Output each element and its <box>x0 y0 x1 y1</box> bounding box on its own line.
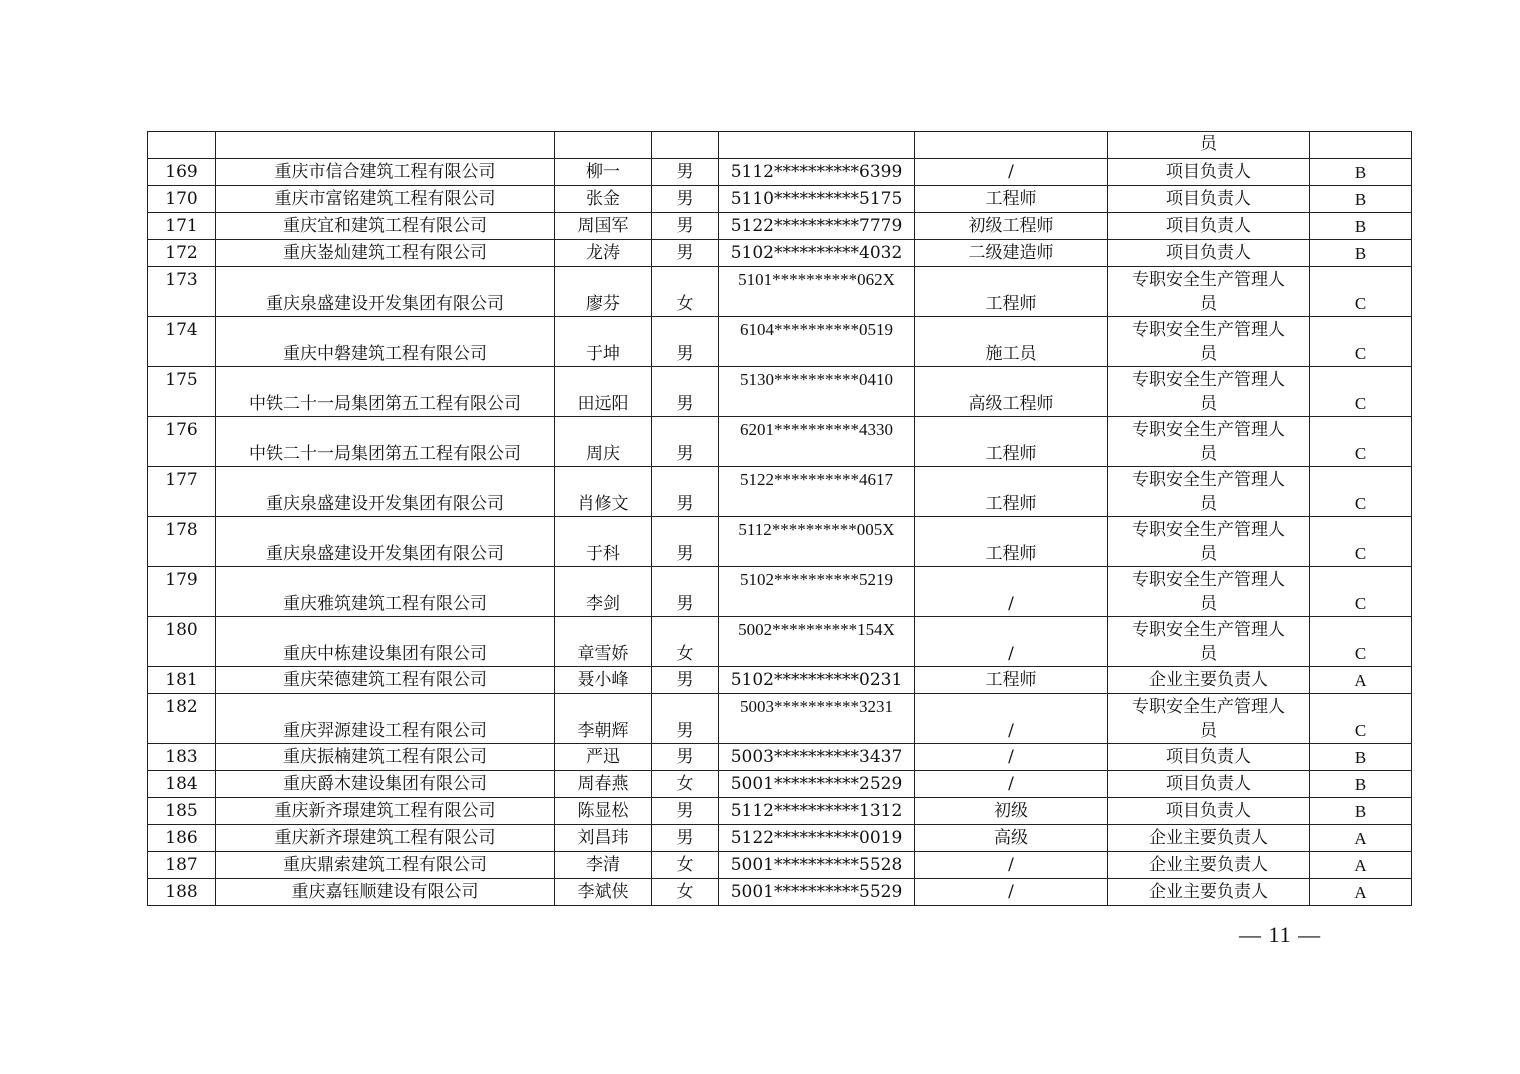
company-name: 重庆振楠建筑工程有限公司 <box>216 744 555 771</box>
person-name: 李剑 <box>555 567 652 617</box>
assessment-grade: B <box>1310 798 1412 825</box>
row-number: 171 <box>148 213 216 240</box>
position-line: 专职安全生产管理人 <box>1132 419 1285 440</box>
id-number: 6104**********0519 <box>719 317 915 367</box>
id-number: 5003**********3437 <box>719 744 915 771</box>
assessment-grade: C <box>1310 417 1412 467</box>
id-number: 5001**********5529 <box>719 879 915 906</box>
position-line: 专职安全生产管理人 <box>1132 319 1285 340</box>
position-line: 项目负责人 <box>1166 747 1251 767</box>
id-number: 5112**********6399 <box>719 159 915 186</box>
gender: 男 <box>652 744 719 771</box>
page-number: — 11 — <box>1239 922 1322 947</box>
person-name: 刘昌玮 <box>555 825 652 852</box>
gender: 男 <box>652 517 719 567</box>
cell-empty <box>652 132 719 159</box>
position-line-2: 员 <box>1200 443 1217 464</box>
gender: 男 <box>652 213 719 240</box>
person-name: 肖修文 <box>555 467 652 517</box>
person-name: 周春燕 <box>555 771 652 798</box>
professional-title: 二级建造师 <box>915 240 1108 267</box>
position-line: 专职安全生产管理人 <box>1132 519 1285 540</box>
position <box>1108 852 1310 879</box>
gender: 男 <box>652 367 719 417</box>
company-name: 重庆泉盛建设开发集团有限公司 <box>216 467 555 517</box>
row-number: 176 <box>148 417 216 467</box>
company-name: 重庆爵木建设集团有限公司 <box>216 771 555 798</box>
gender: 女 <box>652 771 719 798</box>
position <box>1108 517 1310 567</box>
row-number: 182 <box>148 694 216 744</box>
table-row <box>148 852 1412 879</box>
gender: 男 <box>652 417 719 467</box>
roster-table-container <box>147 131 1411 906</box>
id-number: 5112**********1312 <box>719 798 915 825</box>
position <box>1108 240 1310 267</box>
row-number: 169 <box>148 159 216 186</box>
professional-title: 工程师 <box>915 467 1108 517</box>
assessment-grade: C <box>1310 517 1412 567</box>
assessment-grade: B <box>1310 744 1412 771</box>
id-number: 5102**********4032 <box>719 240 915 267</box>
position-line-2: 员 <box>1200 343 1217 364</box>
table-row <box>148 667 1412 694</box>
position-line: 项目负责人 <box>1166 774 1251 794</box>
position-line: 专职安全生产管理人 <box>1132 569 1285 590</box>
company-name: 重庆宜和建筑工程有限公司 <box>216 213 555 240</box>
person-name: 李清 <box>555 852 652 879</box>
position <box>1108 213 1310 240</box>
position-line: 专职安全生产管理人 <box>1132 619 1285 640</box>
person-name: 田远阳 <box>555 367 652 417</box>
row-number: 170 <box>148 186 216 213</box>
position <box>1108 367 1310 417</box>
gender: 女 <box>652 852 719 879</box>
row-number: 188 <box>148 879 216 906</box>
person-name: 龙涛 <box>555 240 652 267</box>
row-number: 183 <box>148 744 216 771</box>
gender: 男 <box>652 694 719 744</box>
assessment-grade: C <box>1310 617 1412 667</box>
table-body <box>148 132 1412 906</box>
assessment-grade: A <box>1310 825 1412 852</box>
table-row <box>148 267 1412 317</box>
professional-title: 工程师 <box>915 417 1108 467</box>
gender: 男 <box>652 159 719 186</box>
table-row <box>148 798 1412 825</box>
person-name: 严迅 <box>555 744 652 771</box>
position-line: 企业主要负责人 <box>1149 855 1268 875</box>
id-number: 5001**********2529 <box>719 771 915 798</box>
position <box>1108 617 1310 667</box>
professional-title: / <box>915 567 1108 617</box>
position-line: 项目负责人 <box>1166 801 1251 821</box>
cell-empty <box>719 132 915 159</box>
position <box>1108 694 1310 744</box>
company-name: 重庆新齐璟建筑工程有限公司 <box>216 825 555 852</box>
id-number: 5002**********154X <box>719 617 915 667</box>
id-number: 5122**********7779 <box>719 213 915 240</box>
gender: 男 <box>652 240 719 267</box>
position <box>1108 267 1310 317</box>
row-number: 185 <box>148 798 216 825</box>
row-number: 186 <box>148 825 216 852</box>
gender: 女 <box>652 267 719 317</box>
assessment-grade: C <box>1310 567 1412 617</box>
position-line-2: 员 <box>1200 593 1217 614</box>
position <box>1108 417 1310 467</box>
position <box>1108 825 1310 852</box>
position-continuation: 员 <box>1108 132 1310 159</box>
assessment-grade: C <box>1310 694 1412 744</box>
professional-title: 施工员 <box>915 317 1108 367</box>
company-name: 重庆崟灿建筑工程有限公司 <box>216 240 555 267</box>
position <box>1108 771 1310 798</box>
professional-title: / <box>915 159 1108 186</box>
person-name: 张金 <box>555 186 652 213</box>
position <box>1108 317 1310 367</box>
professional-title: 初级 <box>915 798 1108 825</box>
id-number: 5102**********0231 <box>719 667 915 694</box>
assessment-grade: A <box>1310 879 1412 906</box>
position-line: 专职安全生产管理人 <box>1132 369 1285 390</box>
position <box>1108 667 1310 694</box>
row-number: 181 <box>148 667 216 694</box>
gender: 男 <box>652 667 719 694</box>
table-row <box>148 825 1412 852</box>
professional-title: 工程师 <box>915 186 1108 213</box>
position-line: 项目负责人 <box>1166 162 1251 182</box>
person-name: 聂小峰 <box>555 667 652 694</box>
row-number: 184 <box>148 771 216 798</box>
company-name: 重庆雅筑建筑工程有限公司 <box>216 567 555 617</box>
cell-empty <box>915 132 1108 159</box>
table-row <box>148 367 1412 417</box>
person-name: 陈显松 <box>555 798 652 825</box>
id-number: 5102**********5219 <box>719 567 915 617</box>
row-number: 174 <box>148 317 216 367</box>
assessment-grade: B <box>1310 771 1412 798</box>
position-line: 专职安全生产管理人 <box>1132 269 1285 290</box>
continuation-row <box>148 132 1412 159</box>
person-name: 柳一 <box>555 159 652 186</box>
position-line: 专职安全生产管理人 <box>1132 469 1285 490</box>
table-row <box>148 744 1412 771</box>
professional-title: / <box>915 694 1108 744</box>
company-name: 重庆中栋建设集团有限公司 <box>216 617 555 667</box>
position <box>1108 798 1310 825</box>
row-number: 172 <box>148 240 216 267</box>
assessment-grade: C <box>1310 367 1412 417</box>
table-row <box>148 317 1412 367</box>
professional-title: / <box>915 771 1108 798</box>
row-number: 178 <box>148 517 216 567</box>
row-number: 179 <box>148 567 216 617</box>
professional-title: 工程师 <box>915 517 1108 567</box>
table-row <box>148 467 1412 517</box>
id-number: 5112**********005X <box>719 517 915 567</box>
position <box>1108 879 1310 906</box>
company-name: 重庆泉盛建设开发集团有限公司 <box>216 517 555 567</box>
person-name: 周国军 <box>555 213 652 240</box>
assessment-grade: B <box>1310 213 1412 240</box>
professional-title: 工程师 <box>915 667 1108 694</box>
position-line: 项目负责人 <box>1166 243 1251 263</box>
table-row <box>148 240 1412 267</box>
professional-title: 工程师 <box>915 267 1108 317</box>
row-number: 173 <box>148 267 216 317</box>
row-number: 180 <box>148 617 216 667</box>
table-row <box>148 159 1412 186</box>
person-name: 章雪娇 <box>555 617 652 667</box>
position-line: 项目负责人 <box>1166 189 1251 209</box>
gender: 男 <box>652 798 719 825</box>
professional-title: / <box>915 617 1108 667</box>
position <box>1108 567 1310 617</box>
personnel-table <box>147 131 1412 906</box>
professional-title: 高级工程师 <box>915 367 1108 417</box>
table-row <box>148 617 1412 667</box>
cell-empty <box>555 132 652 159</box>
position-line: 企业主要负责人 <box>1149 882 1268 902</box>
company-name: 重庆鼎索建筑工程有限公司 <box>216 852 555 879</box>
position-line: 项目负责人 <box>1166 216 1251 236</box>
company-name: 重庆新齐璟建筑工程有限公司 <box>216 798 555 825</box>
id-number: 5122**********4617 <box>719 467 915 517</box>
table-row <box>148 417 1412 467</box>
assessment-grade: C <box>1310 267 1412 317</box>
row-number: 187 <box>148 852 216 879</box>
id-number: 5122**********0019 <box>719 825 915 852</box>
row-number: 175 <box>148 367 216 417</box>
person-name: 李朝辉 <box>555 694 652 744</box>
position <box>1108 467 1310 517</box>
position <box>1108 159 1310 186</box>
person-name: 周庆 <box>555 417 652 467</box>
company-name: 中铁二十一局集团第五工程有限公司 <box>216 417 555 467</box>
person-name: 廖芬 <box>555 267 652 317</box>
assessment-grade: A <box>1310 852 1412 879</box>
gender: 女 <box>652 617 719 667</box>
table-row <box>148 213 1412 240</box>
position-line-2: 员 <box>1200 393 1217 414</box>
company-name: 重庆市富铭建筑工程有限公司 <box>216 186 555 213</box>
cell-empty <box>216 132 555 159</box>
professional-title: / <box>915 744 1108 771</box>
position <box>1108 186 1310 213</box>
company-name: 中铁二十一局集团第五工程有限公司 <box>216 367 555 417</box>
assessment-grade: A <box>1310 667 1412 694</box>
professional-title: / <box>915 852 1108 879</box>
company-name: 重庆中磐建筑工程有限公司 <box>216 317 555 367</box>
assessment-grade: B <box>1310 186 1412 213</box>
position-line-2: 员 <box>1200 293 1217 314</box>
table-row <box>148 186 1412 213</box>
cell-empty <box>1310 132 1412 159</box>
id-number: 5001**********5528 <box>719 852 915 879</box>
id-number: 5130**********0410 <box>719 367 915 417</box>
person-name: 于坤 <box>555 317 652 367</box>
position-line: 企业主要负责人 <box>1149 828 1268 848</box>
company-name: 重庆荣德建筑工程有限公司 <box>216 667 555 694</box>
gender: 男 <box>652 567 719 617</box>
row-number: 177 <box>148 467 216 517</box>
gender: 男 <box>652 317 719 367</box>
position-line-2: 员 <box>1200 493 1217 514</box>
position-line-2: 员 <box>1200 543 1217 564</box>
gender: 男 <box>652 825 719 852</box>
id-number: 6201**********4330 <box>719 417 915 467</box>
assessment-grade: C <box>1310 317 1412 367</box>
company-name: 重庆泉盛建设开发集团有限公司 <box>216 267 555 317</box>
gender: 男 <box>652 467 719 517</box>
professional-title: 初级工程师 <box>915 213 1108 240</box>
position-line: 专职安全生产管理人 <box>1132 696 1285 717</box>
table-row <box>148 517 1412 567</box>
person-name: 李斌侠 <box>555 879 652 906</box>
position-line-2: 员 <box>1200 643 1217 664</box>
id-number: 5101**********062X <box>719 267 915 317</box>
position <box>1108 744 1310 771</box>
assessment-grade: B <box>1310 240 1412 267</box>
company-name: 重庆市信合建筑工程有限公司 <box>216 159 555 186</box>
gender: 男 <box>652 186 719 213</box>
table-row <box>148 567 1412 617</box>
assessment-grade: C <box>1310 467 1412 517</box>
company-name: 重庆羿源建设工程有限公司 <box>216 694 555 744</box>
id-number: 5003**********3231 <box>719 694 915 744</box>
gender: 女 <box>652 879 719 906</box>
table-row <box>148 694 1412 744</box>
assessment-grade: B <box>1310 159 1412 186</box>
id-number: 5110**********5175 <box>719 186 915 213</box>
company-name: 重庆嘉钰顺建设有限公司 <box>216 879 555 906</box>
person-name: 于科 <box>555 517 652 567</box>
table-row <box>148 771 1412 798</box>
position-line-2: 员 <box>1200 720 1217 741</box>
table-row <box>148 879 1412 906</box>
cell-empty <box>148 132 216 159</box>
position-line: 企业主要负责人 <box>1149 670 1268 690</box>
professional-title: / <box>915 879 1108 906</box>
professional-title: 高级 <box>915 825 1108 852</box>
